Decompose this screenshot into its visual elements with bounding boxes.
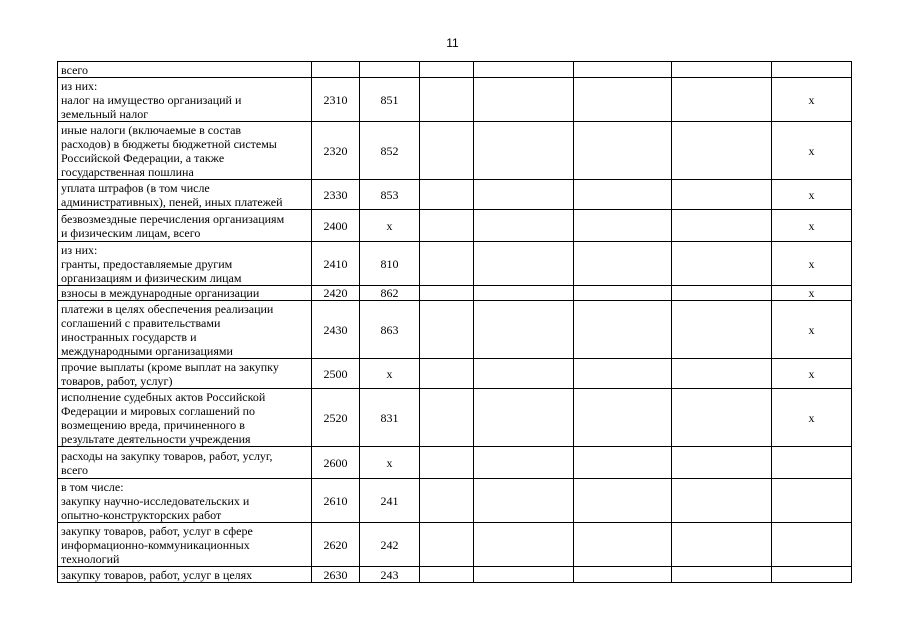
row-label-line: технологий [61,551,120,566]
row-label-line: взносы в международные организации [61,286,260,300]
row-label-line: Федерации и мировых соглашений по [61,403,256,418]
empty-cell [672,78,772,122]
row-kbk-code [360,62,420,78]
row-code: 2320 [312,122,360,180]
row-label [58,286,312,301]
empty-cell [420,180,474,210]
empty-cell [420,301,474,359]
empty-cell [420,567,474,583]
row-label [58,359,312,389]
row-kbk-code: х [360,359,420,389]
empty-cell [574,301,672,359]
row-label-line: иностранных государств и [61,329,197,344]
row-label-line: прочие выплаты (кроме выплат на закупку [61,359,279,374]
row-label [58,122,312,180]
empty-cell [574,286,672,301]
empty-cell [474,301,574,359]
row-code: 2620 [312,523,360,567]
row-label [58,567,312,583]
row-mark: х [772,180,852,210]
empty-cell [474,242,574,286]
row-label-line: из них: [61,78,98,93]
empty-cell [672,389,772,447]
row-label-line: Российской Федерации, а также [61,150,225,165]
row-code: 2330 [312,180,360,210]
expenditure-table [57,61,852,583]
row-label-line: исполнение судебных актов Российской [61,389,266,404]
row-label [58,447,312,479]
row-label-line: в том числе: [61,479,124,494]
empty-cell [474,567,574,583]
table-row [58,359,852,389]
empty-cell [420,122,474,180]
empty-cell [672,567,772,583]
empty-cell [672,301,772,359]
row-label [58,301,312,359]
row-label-line: организациям и физическим лицам [61,270,242,285]
row-label [58,78,312,122]
row-label-line: опытно-конструкторских работ [61,507,222,522]
row-label-line: закупку научно-исследовательских и [61,493,250,508]
row-label [58,210,312,242]
row-mark: х [772,210,852,242]
table-row [58,180,852,210]
row-kbk-code: 810 [360,242,420,286]
row-mark: х [772,78,852,122]
empty-cell [474,359,574,389]
row-mark: х [772,242,852,286]
empty-cell [672,359,772,389]
table-row [58,567,852,583]
empty-cell [672,523,772,567]
row-mark: х [772,359,852,389]
empty-cell [672,242,772,286]
row-mark [772,62,852,78]
empty-cell [574,242,672,286]
table-row [58,62,852,78]
row-mark: х [772,301,852,359]
empty-cell [574,523,672,567]
empty-cell [474,523,574,567]
row-code: 2410 [312,242,360,286]
row-code: 2430 [312,301,360,359]
empty-cell [474,389,574,447]
empty-cell [420,389,474,447]
empty-cell [474,122,574,180]
row-label-line: соглашений с правительствами [61,315,221,330]
row-label-line: результате деятельности учреждения [61,431,251,446]
row-label-line: безвозмездные перечисления организациям [61,211,285,226]
row-label-line: закупку товаров, работ, услуг в целях [61,567,253,582]
row-kbk-code: 831 [360,389,420,447]
table-row [58,389,852,447]
row-kbk-code: 243 [360,567,420,583]
row-label-line: иные налоги (включаемые в состав [61,122,242,137]
row-kbk-code: 852 [360,122,420,180]
empty-cell [420,210,474,242]
empty-cell [672,479,772,523]
row-code: 2420 [312,286,360,301]
table-row [58,479,852,523]
empty-cell [672,122,772,180]
empty-cell [474,180,574,210]
row-kbk-code: 862 [360,286,420,301]
row-code: 2630 [312,567,360,583]
empty-cell [474,286,574,301]
empty-cell [420,62,474,78]
row-kbk-code: 242 [360,523,420,567]
row-label-line: государственная пошлина [61,164,194,179]
row-label-line: информационно-коммуникационных [61,537,250,552]
empty-cell [574,62,672,78]
row-kbk-code: 863 [360,301,420,359]
empty-cell [420,447,474,479]
empty-cell [574,447,672,479]
empty-cell [574,389,672,447]
row-kbk-code: х [360,447,420,479]
empty-cell [474,210,574,242]
table-row [58,286,852,301]
row-label-line: из них: [61,242,98,257]
empty-cell [420,479,474,523]
row-kbk-code: 241 [360,479,420,523]
row-kbk-code: 853 [360,180,420,210]
row-kbk-code: 851 [360,78,420,122]
empty-cell [574,359,672,389]
row-code: 2400 [312,210,360,242]
row-code [312,62,360,78]
empty-cell [474,62,574,78]
empty-cell [474,447,574,479]
empty-cell [672,210,772,242]
row-mark [772,447,852,479]
row-label-line: платежи в целях обеспечения реализации [61,301,274,316]
row-label [58,479,312,523]
empty-cell [420,359,474,389]
row-code: 2610 [312,479,360,523]
row-mark [772,567,852,583]
row-label [58,62,312,78]
row-mark: х [772,122,852,180]
row-label [58,180,312,210]
row-label-line: гранты, предоставляемые другим [61,256,233,271]
row-label-line: товаров, работ, услуг) [61,373,173,388]
row-mark: х [772,286,852,301]
empty-cell [420,78,474,122]
table-row [58,78,852,122]
row-label-line: всего [61,62,89,77]
row-label-line: всего [61,462,89,477]
row-label-line: административных), пеней, иных платежей [61,194,283,209]
empty-cell [420,242,474,286]
table-row [58,210,852,242]
row-label-line: закупку товаров, работ, услуг в сфере [61,523,253,538]
row-label-line: налог на имущество организаций и [61,92,242,107]
empty-cell [672,62,772,78]
empty-cell [574,180,672,210]
row-label-line: международными организациями [61,343,233,358]
empty-cell [474,78,574,122]
row-mark [772,479,852,523]
row-label-line: земельный налог [61,106,149,121]
row-mark: х [772,389,852,447]
table-row [58,242,852,286]
empty-cell [574,78,672,122]
empty-cell [420,286,474,301]
empty-cell [474,479,574,523]
table-row [58,301,852,359]
row-mark [772,523,852,567]
row-code: 2600 [312,447,360,479]
row-label-line: возмещению вреда, причиненного в [61,417,245,432]
empty-cell [574,567,672,583]
empty-cell [672,447,772,479]
row-label-line: расходы на закупку товаров, работ, услуг, [61,448,273,463]
empty-cell [672,286,772,301]
row-label [58,242,312,286]
row-kbk-code: х [360,210,420,242]
row-label-line: и физическим лицам, всего [61,225,201,240]
empty-cell [574,479,672,523]
empty-cell [574,210,672,242]
row-code: 2520 [312,389,360,447]
table-row [58,122,852,180]
row-code: 2500 [312,359,360,389]
empty-cell [420,523,474,567]
row-label [58,523,312,567]
row-label [58,389,312,447]
empty-cell [672,180,772,210]
row-code: 2310 [312,78,360,122]
row-label-line: уплата штрафов (в том числе [61,180,210,195]
empty-cell [574,122,672,180]
table-row [58,523,852,567]
page-number: 11 [446,36,459,50]
row-label-line: расходов) в бюджеты бюджетной системы [61,136,277,151]
table-row [58,447,852,479]
